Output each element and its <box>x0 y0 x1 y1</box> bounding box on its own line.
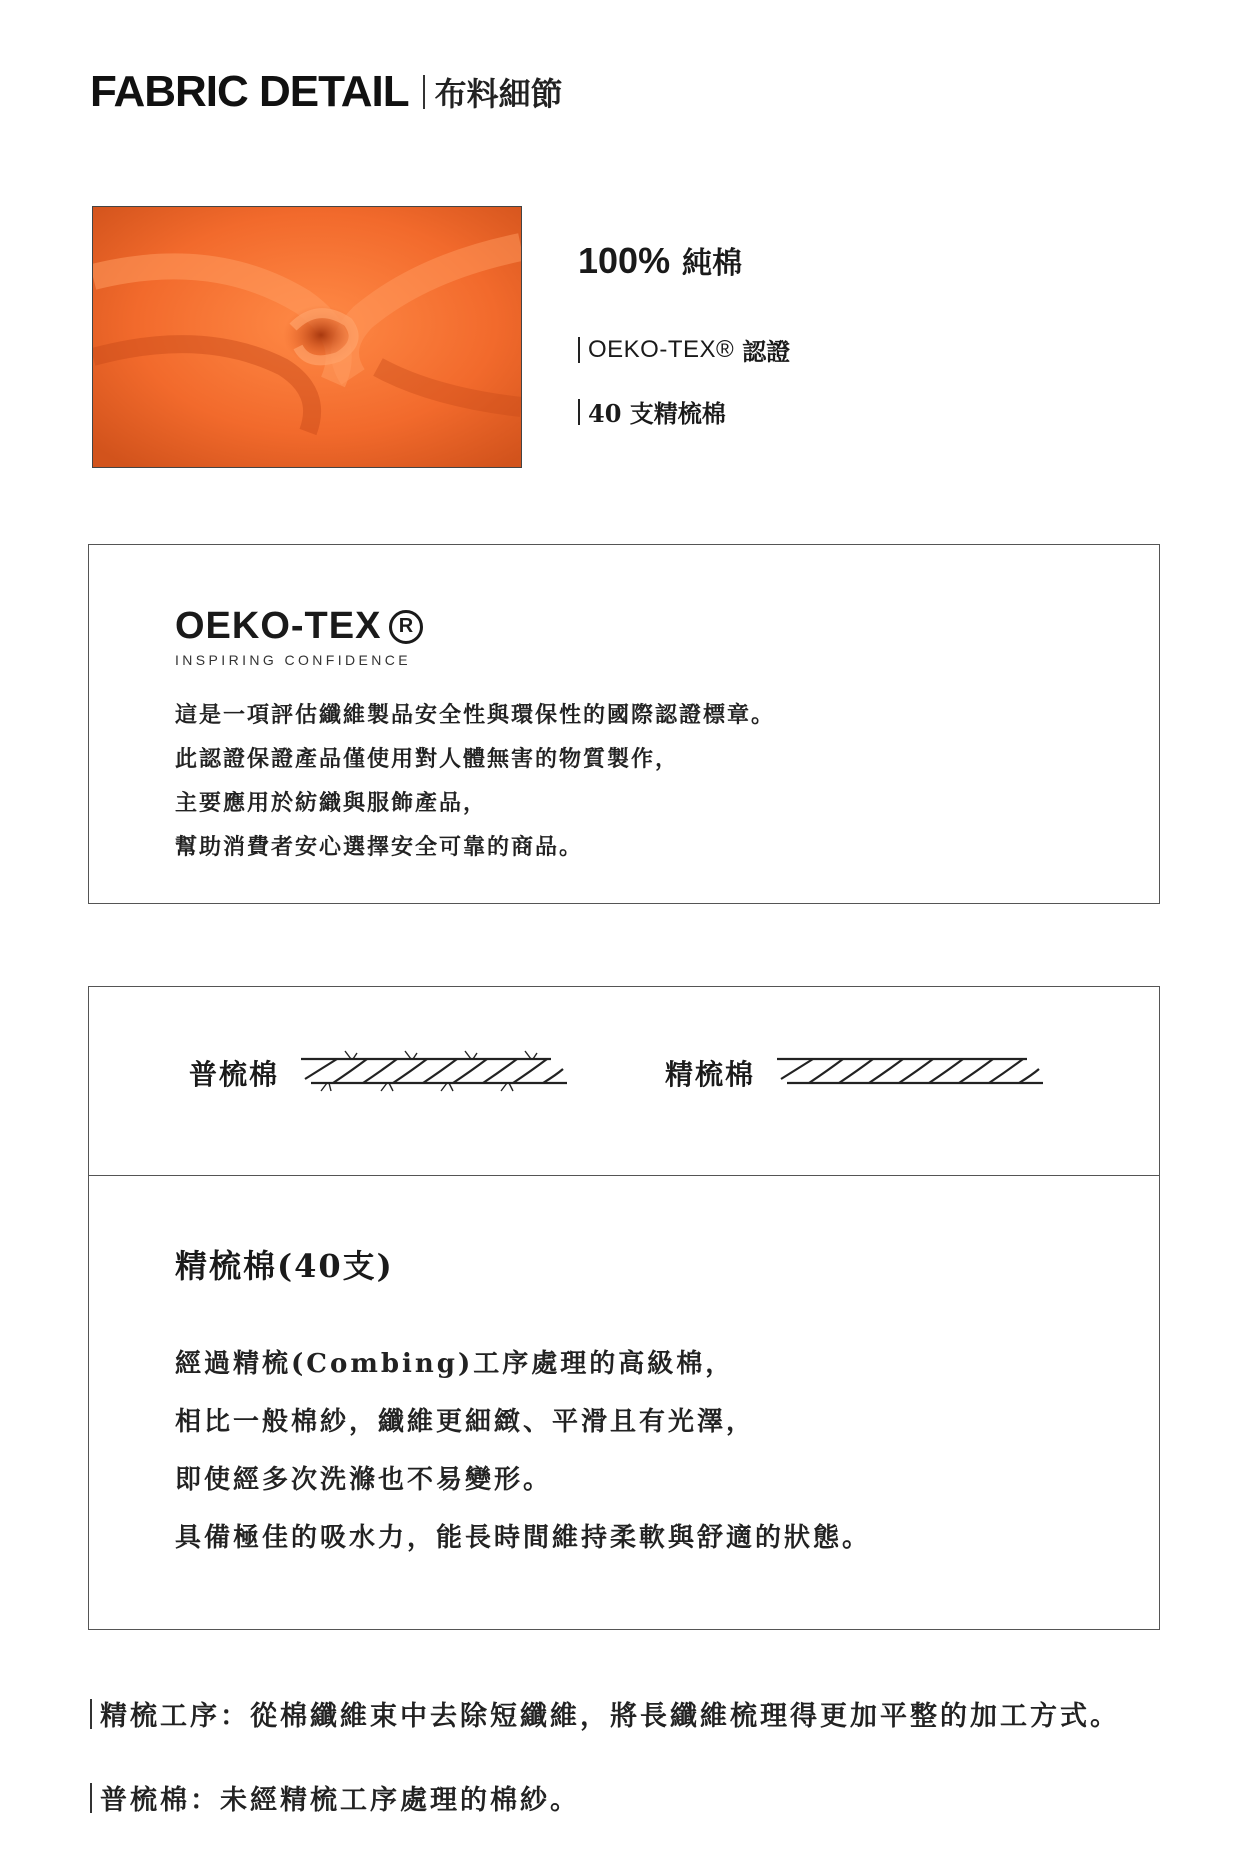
combed-cotton-title: 精梳棉(40支) <box>175 1247 394 1285</box>
combed-cotton-label: 精梳棉 <box>665 1058 756 1091</box>
spec-cert-name: OEKO-TEX® <box>588 335 735 363</box>
page-title-zh: 布料細節 <box>434 75 563 113</box>
spec-yarn <box>578 394 726 429</box>
ordinary-cotton-item <box>189 1047 571 1099</box>
spec-certification <box>578 332 790 367</box>
oeko-tagline: INSPIRING CONFIDENCE <box>175 652 412 668</box>
footnote-combing-process <box>90 1694 1120 1733</box>
title-divider <box>423 75 425 109</box>
rough-twisted-yarn-icon <box>301 1047 571 1099</box>
spec-material <box>578 238 742 282</box>
spec-bullet-bar <box>578 337 580 363</box>
combed-desc-line: 即使經多次洗滌也不易變形。 <box>175 1465 553 1495</box>
combed-desc-line: 相比一般棉紗，纖維更細緻、平滑且有光澤， <box>175 1407 756 1437</box>
oeko-tex-info-box <box>88 544 1160 904</box>
combed-cotton-item <box>665 1047 1047 1099</box>
footnote-text: 普梳棉：未經精梳工序處理的棉紗。 <box>100 1785 580 1816</box>
combed-desc-line: 經過精梳(Combing)工序處理的高級棉， <box>175 1349 735 1379</box>
yarn-comparison <box>89 987 1159 1176</box>
ordinary-cotton-label: 普梳棉 <box>189 1058 280 1091</box>
spec-cert-label: 認證 <box>742 337 791 366</box>
spec-yarn-text: 40 支精梳棉 <box>588 399 726 428</box>
spec-material-name: 純棉 <box>682 246 743 281</box>
spec-percent: 100% <box>578 240 671 281</box>
oeko-tex-logo <box>175 605 423 668</box>
combed-desc-line: 具備極佳的吸水力，能長時間維持柔軟與舒適的狀態。 <box>175 1523 872 1553</box>
page-title-en: FABRIC DETAIL <box>90 67 409 116</box>
footnote-bullet-bar <box>90 1783 92 1813</box>
combed-cotton-box <box>88 986 1160 1630</box>
oeko-description <box>175 693 775 869</box>
page-header <box>90 64 563 120</box>
smooth-twisted-yarn-icon <box>777 1047 1047 1099</box>
fabric-photo <box>92 206 522 468</box>
footnote-ordinary-cotton <box>90 1778 580 1817</box>
combed-cotton-description <box>175 1335 871 1567</box>
oeko-logo-text: OEKO-TEX <box>175 605 382 647</box>
oeko-desc-line: 此認證保證產品僅使用對人體無害的物質製作， <box>175 746 680 772</box>
footnote-text: 精梳工序：從棉纖維束中去除短纖維，將長纖維梳理得更加平整的加工方式。 <box>100 1701 1120 1732</box>
oeko-desc-line: 主要應用於紡織與服飾產品， <box>175 790 488 816</box>
registered-mark-icon: R <box>389 610 423 644</box>
oeko-desc-line: 這是一項評估纖維製品安全性與環保性的國際認證標章。 <box>175 702 776 728</box>
oeko-desc-line: 幫助消費者安心選擇安全可靠的商品。 <box>175 834 584 860</box>
footnote-bullet-bar <box>90 1699 92 1729</box>
spec-bullet-bar <box>578 399 580 425</box>
